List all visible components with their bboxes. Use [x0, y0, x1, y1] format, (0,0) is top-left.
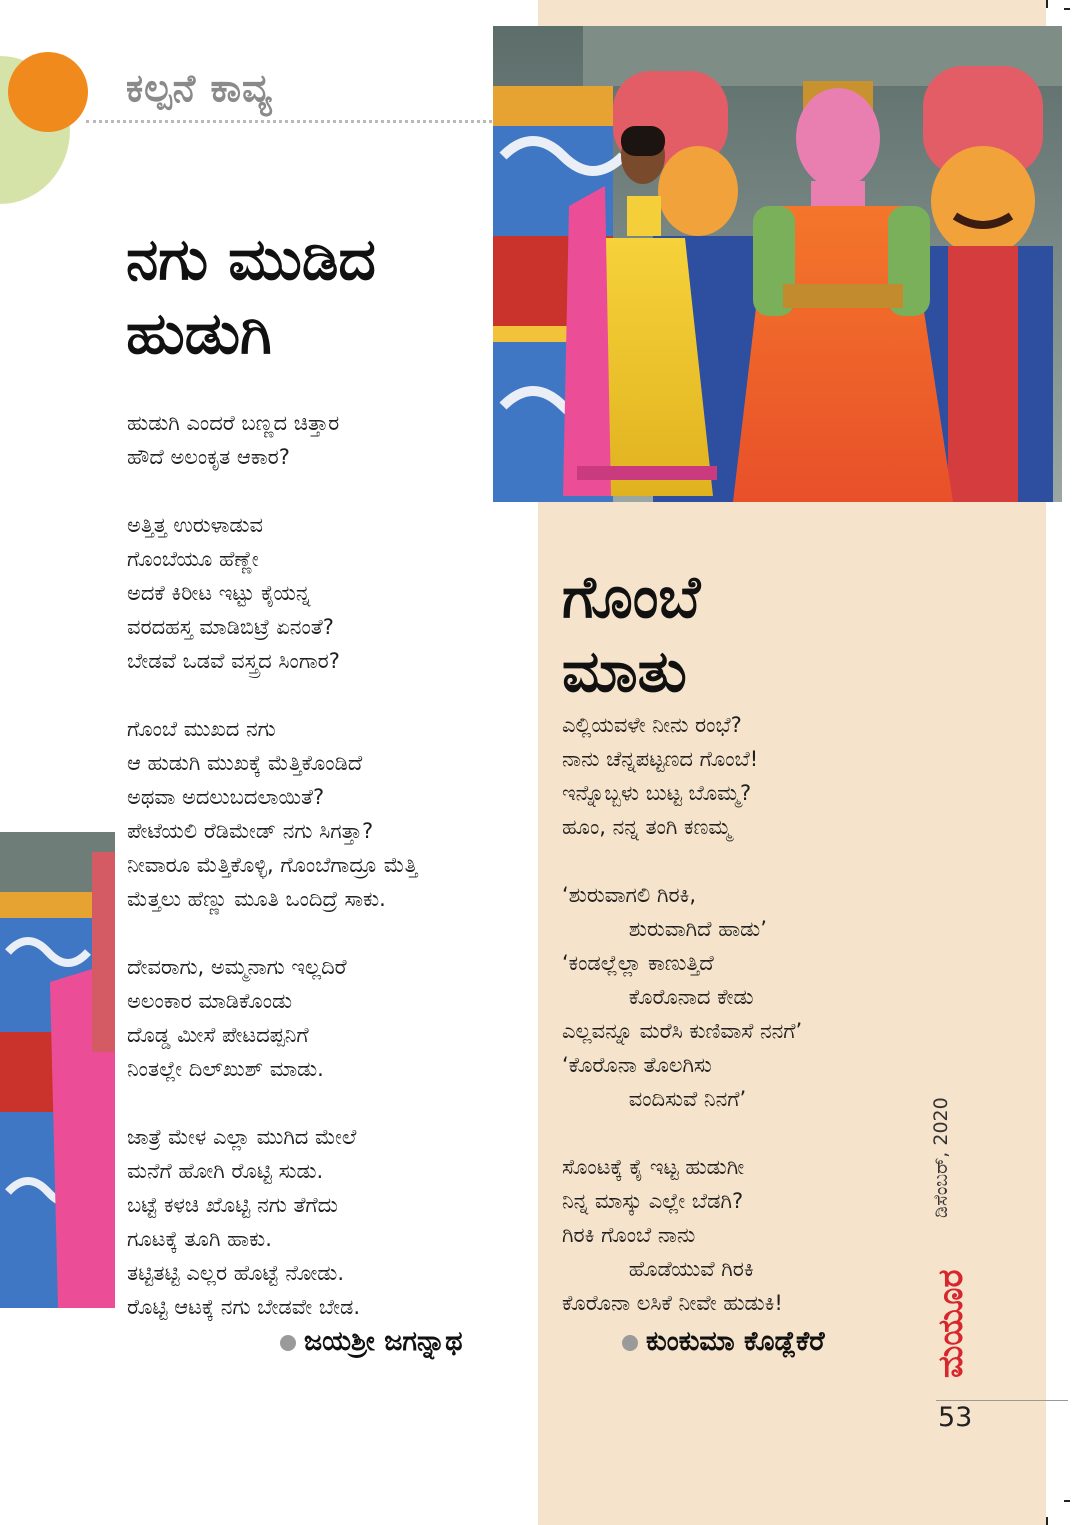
poem-right-author-name: ಕುಂಕುಮಾ ಕೊಡ್ಲೆಕೆರೆ — [646, 1326, 825, 1357]
poem-right-author — [622, 1326, 825, 1358]
poem-left-title-line2: ಹುಡುಗಿ — [126, 299, 272, 367]
dotted-divider — [86, 120, 492, 123]
crop-mark — [1064, 1500, 1070, 1502]
magazine-logo: ಮಯೂರ — [931, 1269, 971, 1378]
orange-circle-decoration — [8, 52, 88, 132]
page-number: 53 — [938, 1402, 973, 1433]
photo-crop-left — [0, 832, 115, 1308]
poem-right-title — [562, 560, 700, 708]
poem-left-author-name: ಜಯಶ್ರೀ ಜಗನ್ನಾಥ — [304, 1326, 463, 1357]
crop-mark — [1046, 1517, 1048, 1525]
poem-right-title-line1: ಗೊಂಬೆ — [562, 563, 701, 631]
issue-date: ಡಿಸೆಂಬರ್, 2020 — [930, 1097, 952, 1218]
poem-right-body: ಎಲ್ಲಿಯವಳೇ ನೀನು ರಂಭೆ? ನಾನು ಚೆನ್ನಪಟ್ಟಣದ ಗೊಂಬೆ! ಇನ್ನೊಬ್ಬಳು ಬುಟ್ಟ ಬೊಮ್ಮ? ಹೂಂ, ನನ್ನ ತಂಗಿ ಕಣಮ್ಮ ‘ಶುರುವಾಗಲಿ ಗಿರಕಿ, ಶುರುವಾಗಿದೆ ಹಾಡು’ ‘ಕಂಡಲ್ಲೆಲ್ಲಾ ಕಾಣುತ್ತಿದೆ ಕೊರೊನಾದ ಕೇಡು ಎಲ್ಲವನ್ನೂ ಮರೆಸಿ ಕುಣಿವಾಸೆ ನನಗೆ’ ‘ಕೊರೊನಾ ತೊಲಗಿಸು ವಂದಿಸುವೆ ನಿನಗೆ’ ಸೊಂಟಕ್ಕೆ ಕೈ ಇಟ್ಟ ಹುಡುಗೀ ನಿನ್ನ ಮಾಸ್ಕು ಎಲ್ಲೇ ಬೆಡಗಿ? ಗಿರಕಿ ಗೊಂಬೆ ನಾನು ಹೊಡೆಯುವೆ ಗಿರಕಿ ಕೊರೊನಾ ಲಸಿಕೆ ನೀವೇ ಹುಡುಕಿ! — [562, 713, 803, 1315]
photo-girl-with-dolls — [493, 26, 1062, 502]
crop-mark — [1064, 8, 1070, 10]
poem-left-author — [280, 1326, 463, 1358]
poem-right-title-line2: ಮಾತು — [562, 637, 687, 705]
poem-left-body: ಹುಡುಗಿ ಎಂದರೆ ಬಣ್ಣದ ಚಿತ್ತಾರ ಹೌದೆ ಅಲಂಕೃತ ಆಕಾರ? ಅತ್ತಿತ್ತ ಉರುಳಾಡುವ ಗೊಂಬೆಯೂ ಹೆಣ್ಣೇ ಅದಕೆ ಕಿರೀಟ ಇಟ್ಟು ಕೈಯನ್ನ ವರದಹಸ್ತ ಮಾಡಿಬಿಟ್ರೆ ಏನಂತೆ? ಬೇಡವೆ ಒಡವೆ ವಸ್ತ್ರದ ಸಿಂಗಾರ? ಗೊಂಬೆ ಮುಖದ ನಗು ಆ ಹುಡುಗಿ ಮುಖಕ್ಕೆ ಮೆತ್ತಿಕೊಂಡಿದೆ ಅಥವಾ ಅದಲುಬದಲಾಯಿತೆ? ಪೇಟೆಯಲಿ ರೆಡಿಮೇಡ್ ನಗು ಸಿಗತ್ತಾ? ನೀವಾರೂ ಮೆತ್ತಿಕೊಳ್ಳಿ, ಗೊಂಬೆಗಾದ್ರೂ ಮೆತ್ತಿ ಮೆತ್ತಲು ಹೆಣ್ಣು ಮೂತಿ ಒಂದಿದ್ರೆ ಸಾಕು. ದೇವರಾಗು, ಅಮ್ಮನಾಗು ಇಲ್ಲದಿರೆ ಅಲಂಕಾರ ಮಾಡಿಕೊಂಡು ದೊಡ್ಡ ಮೀಸೆ ಪೇಟದಪ್ಪನಿಗೆ ನಿಂತಲ್ಲೇ ದಿಲ್‌ಖುಶ್ ಮಾಡು. ಜಾತ್ರೆ ಮೇಳ ಎಲ್ಲಾ ಮುಗಿದ ಮೇಲೆ ಮನೆಗೆ ಹೋಗಿ ರೊಟ್ಟಿ ಸುಡು. ಬಟ್ಟೆ ಕಳಚಿ ಖೊಟ್ಟಿ ನಗು ತೆಗೆದು ಗೂಟಕ್ಕೆ ತೂಗಿ ಹಾಕು. ತಟ್ಟಿತಟ್ಟಿ ಎಲ್ಲರ ಹೊಟ್ಟೆ ನೋಡು. ರೊಟ್ಟಿ ಆಟಕ್ಕೆ ನಗು ಬೇಡವೇ ಬೇಡ. — [127, 411, 418, 1319]
poem-left-title — [126, 222, 376, 370]
section-label: ಕಲ್ಪನೆ ಕಾವ್ಯ — [126, 66, 273, 110]
bullet-icon — [280, 1335, 296, 1351]
poem-left-title-line1: ನಗು ಮುಡಿದ — [126, 225, 376, 293]
bullet-icon — [622, 1335, 638, 1351]
page-number-rule — [936, 1400, 1068, 1401]
crop-mark — [1046, 0, 1048, 8]
